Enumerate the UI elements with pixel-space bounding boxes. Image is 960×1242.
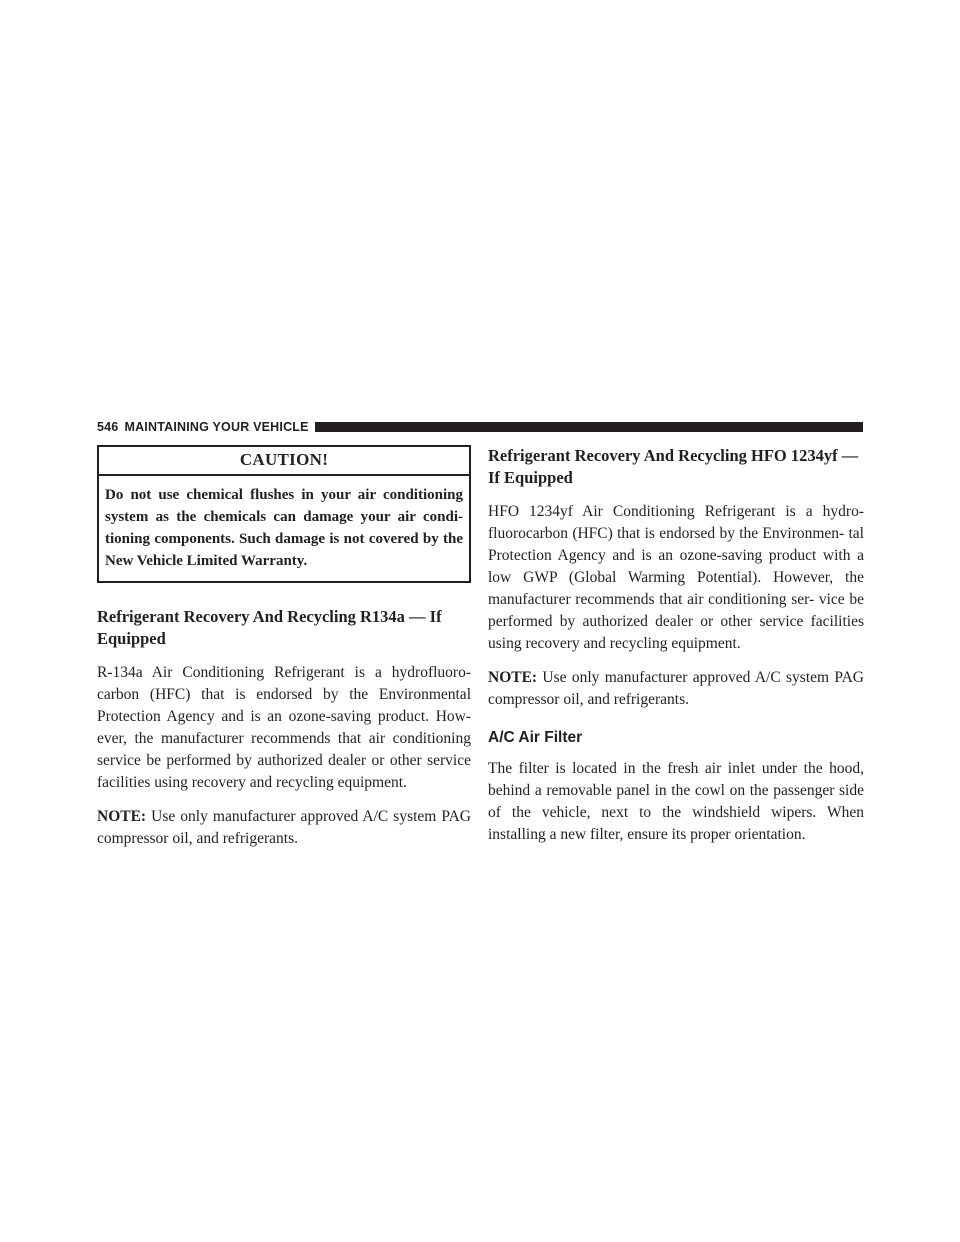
left-column — [97, 445, 471, 850]
caution-box — [97, 445, 471, 583]
hfo-heading: Refrigerant Recovery And Recycling HFO 1234yf — If Equipped — [488, 446, 859, 487]
hfo-note-text: Use only manufacturer approved A/C system PAG compressor oil, and refrigerants. — [488, 669, 864, 708]
filter-body: The filter is located in the fresh air inlet under the hood, behind a removable panel in the cowl on the passenger side of the vehicle, next to the windshield wipers. When installing a new filter, ensure its proper orientation. — [488, 760, 864, 843]
header-rule-bar — [315, 422, 863, 432]
r134a-note-text: Use only manufacturer approved A/C system PAG compressor oil, and refrigerants. — [97, 808, 471, 847]
caution-text: Do not use chemical flushes in your air conditioning system as the chemicals can damage your air condi- tioning components. Such damage is not covered by the New Vehicle Limited Warranty. — [105, 487, 463, 569]
r134a-note-label: NOTE: — [97, 808, 147, 825]
hfo-note — [488, 667, 864, 711]
hfo-note-label: NOTE: — [488, 669, 538, 686]
r134a-heading: Refrigerant Recovery And Recycling R134a — If Equipped — [97, 607, 442, 648]
page-number: 546 — [97, 420, 119, 434]
right-column — [488, 445, 864, 846]
page-header — [97, 420, 863, 434]
section-title: MAINTAINING YOUR VEHICLE — [124, 420, 309, 434]
filter-heading: A/C Air Filter — [488, 729, 583, 746]
r134a-body: R-134a Air Conditioning Refrigerant is a hydrofluoro- carbon (HFC) that is endorsed by the Environmental Protection Agency and is an ozone-saving product. How- ever, the manufacturer recommends that air conditioning service be performed by authorized dealer or other service facilities using recovery and recycling equipment. — [97, 664, 471, 791]
hfo-body: HFO 1234yf Air Conditioning Refrigerant is a hydro- fluorocarbon (HFC) that is endorsed by the Environmen- tal Protection Agency and is an ozone-saving product with a low GWP (Global Warming Potential). However, the manufacturer recommends that air conditioning ser- vice be performed by authorized dealer or other service facilities using recovery and recycling equipment. — [488, 503, 864, 652]
r134a-note — [97, 806, 471, 850]
caution-title: CAUTION! — [99, 447, 469, 476]
